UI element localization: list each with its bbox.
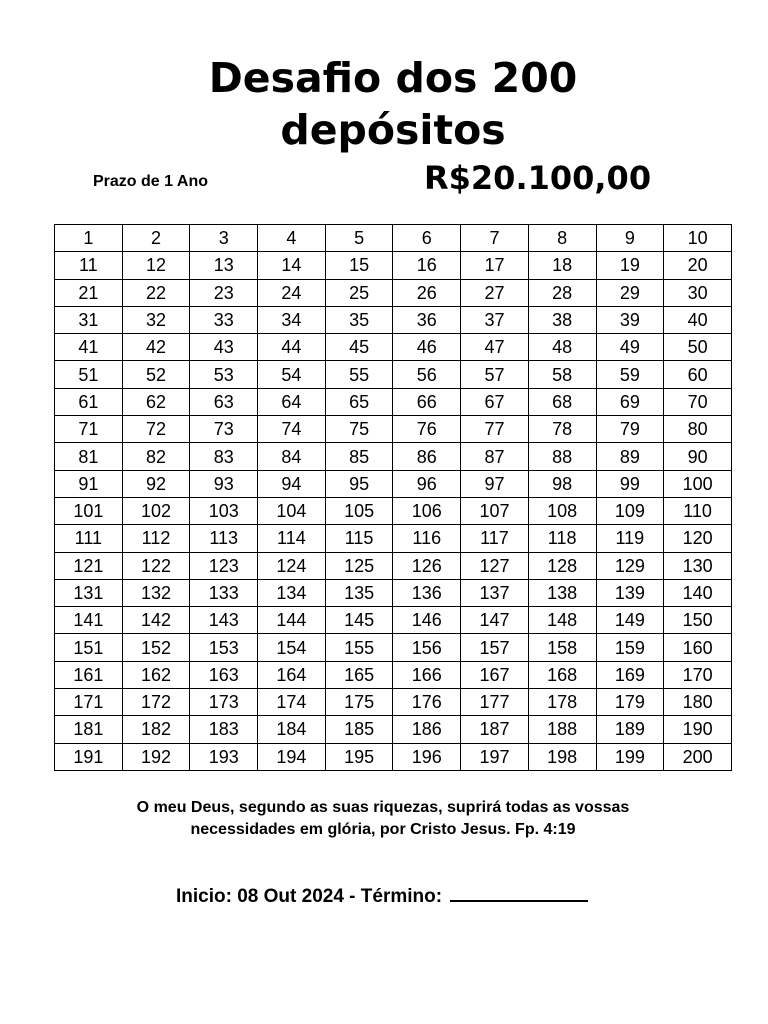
deposit-cell[interactable]: 78 [528,416,596,443]
dates-line [176,880,588,910]
deposit-cell[interactable]: 98 [528,470,596,497]
deposit-grid [54,224,732,771]
deposit-cell[interactable]: 40 [664,306,732,333]
deposit-cell[interactable]: 164 [258,661,326,688]
deposit-cell[interactable]: 12 [122,252,190,279]
deposit-cell[interactable]: 83 [190,443,258,470]
deposit-cell[interactable]: 61 [55,388,123,415]
deposit-cell[interactable]: 92 [122,470,190,497]
deposit-cell[interactable]: 68 [528,388,596,415]
deposit-cell[interactable]: 100 [664,470,732,497]
deposit-cell[interactable]: 187 [461,716,529,743]
deposit-cell[interactable]: 105 [325,497,393,524]
deposit-cell[interactable]: 23 [190,279,258,306]
deposit-cell[interactable]: 91 [55,470,123,497]
deposit-cell[interactable]: 186 [393,716,461,743]
grid-row [55,497,732,524]
deposit-cell[interactable]: 179 [596,689,664,716]
deposit-cell[interactable]: 118 [528,525,596,552]
deposit-cell[interactable]: 11 [55,252,123,279]
deposit-cell[interactable]: 46 [393,334,461,361]
deposit-cell[interactable]: 69 [596,388,664,415]
deposit-cell[interactable]: 81 [55,443,123,470]
deposit-cell[interactable]: 109 [596,497,664,524]
deposit-cell[interactable]: 177 [461,689,529,716]
deposit-cell[interactable]: 74 [258,416,326,443]
deposit-cell[interactable]: 155 [325,634,393,661]
deposit-cell[interactable]: 152 [122,634,190,661]
deposit-cell[interactable]: 135 [325,579,393,606]
deposit-cell[interactable]: 116 [393,525,461,552]
grid-row [55,334,732,361]
deposit-cell[interactable]: 38 [528,306,596,333]
deposit-cell[interactable]: 190 [664,716,732,743]
deposit-cell[interactable]: 147 [461,607,529,634]
deposit-cell[interactable]: 42 [122,334,190,361]
deposit-cell[interactable]: 151 [55,634,123,661]
deposit-cell[interactable]: 117 [461,525,529,552]
deposit-cell[interactable]: 16 [393,252,461,279]
deposit-cell[interactable]: 71 [55,416,123,443]
deposit-cell[interactable]: 143 [190,607,258,634]
deposit-cell[interactable]: 14 [258,252,326,279]
deposit-cell[interactable]: 126 [393,552,461,579]
deposit-cell[interactable]: 170 [664,661,732,688]
deposit-cell[interactable]: 197 [461,743,529,770]
deposit-cell[interactable]: 173 [190,689,258,716]
deposit-cell[interactable]: 149 [596,607,664,634]
deposit-cell[interactable]: 4 [258,225,326,252]
deposit-cell[interactable]: 25 [325,279,393,306]
deposit-cell[interactable]: 165 [325,661,393,688]
deposit-cell[interactable]: 107 [461,497,529,524]
deposit-cell[interactable]: 19 [596,252,664,279]
deposit-cell[interactable]: 97 [461,470,529,497]
deposit-cell[interactable]: 196 [393,743,461,770]
deposit-cell[interactable]: 89 [596,443,664,470]
grid-row [55,525,732,552]
deposit-cell[interactable]: 110 [664,497,732,524]
deposit-cell[interactable]: 35 [325,306,393,333]
deposit-cell[interactable]: 131 [55,579,123,606]
deposit-cell[interactable]: 95 [325,470,393,497]
deposit-cell[interactable]: 6 [393,225,461,252]
deposit-cell[interactable]: 159 [596,634,664,661]
deposit-cell[interactable]: 169 [596,661,664,688]
deposit-cell[interactable]: 168 [528,661,596,688]
deposit-cell[interactable]: 198 [528,743,596,770]
grid-row [55,306,732,333]
deposit-cell[interactable]: 76 [393,416,461,443]
deposit-cell[interactable]: 162 [122,661,190,688]
deposit-cell[interactable]: 70 [664,388,732,415]
deposit-cell[interactable]: 57 [461,361,529,388]
deposit-cell[interactable]: 29 [596,279,664,306]
deposit-cell[interactable]: 193 [190,743,258,770]
deposit-cell[interactable]: 67 [461,388,529,415]
deposit-cell[interactable]: 120 [664,525,732,552]
deposit-cell[interactable]: 66 [393,388,461,415]
deposit-cell[interactable]: 53 [190,361,258,388]
deposit-cell[interactable]: 189 [596,716,664,743]
deposit-cell[interactable]: 133 [190,579,258,606]
deposit-cell[interactable]: 72 [122,416,190,443]
deposit-cell[interactable]: 180 [664,689,732,716]
deposit-cell[interactable]: 141 [55,607,123,634]
page-title [0,52,768,156]
deposit-cell[interactable]: 174 [258,689,326,716]
deposit-cell[interactable]: 140 [664,579,732,606]
deposit-cell[interactable]: 145 [325,607,393,634]
deposit-cell[interactable]: 192 [122,743,190,770]
deposit-cell[interactable]: 59 [596,361,664,388]
deposit-cell[interactable]: 5 [325,225,393,252]
deposit-cell[interactable]: 7 [461,225,529,252]
deposit-cell[interactable]: 1 [55,225,123,252]
deposit-cell[interactable]: 28 [528,279,596,306]
deposit-cell[interactable]: 54 [258,361,326,388]
deposit-cell[interactable]: 142 [122,607,190,634]
deposit-cell[interactable]: 3 [190,225,258,252]
deposit-cell[interactable]: 18 [528,252,596,279]
deposit-cell[interactable]: 60 [664,361,732,388]
deposit-cell[interactable]: 102 [122,497,190,524]
deposit-cell[interactable]: 132 [122,579,190,606]
deposit-cell[interactable]: 31 [55,306,123,333]
deposit-cell[interactable]: 64 [258,388,326,415]
deposit-cell[interactable]: 129 [596,552,664,579]
grid-row [55,252,732,279]
deposit-cell[interactable]: 88 [528,443,596,470]
grid-row [55,416,732,443]
deposit-cell[interactable]: 79 [596,416,664,443]
grid-row [55,579,732,606]
deposit-cell[interactable]: 195 [325,743,393,770]
grid-row [55,689,732,716]
deposit-cell[interactable]: 154 [258,634,326,661]
deposit-cell[interactable]: 161 [55,661,123,688]
deposit-cell[interactable]: 113 [190,525,258,552]
bible-verse [0,797,766,841]
deposit-cell[interactable]: 47 [461,334,529,361]
deposit-cell[interactable]: 128 [528,552,596,579]
deposit-cell[interactable]: 56 [393,361,461,388]
deposit-cell[interactable]: 150 [664,607,732,634]
grid-row [55,225,732,252]
deposit-cell[interactable]: 172 [122,689,190,716]
verse-line-2: necessidades em glória, por Cristo Jesus. Fp. 4:19 [190,821,576,838]
deposit-cell[interactable]: 75 [325,416,393,443]
deposit-cell[interactable]: 82 [122,443,190,470]
deposit-cell[interactable]: 158 [528,634,596,661]
grid-row [55,607,732,634]
deposit-cell[interactable]: 178 [528,689,596,716]
deposit-cell[interactable]: 130 [664,552,732,579]
deposit-cell[interactable]: 122 [122,552,190,579]
deposit-cell[interactable]: 96 [393,470,461,497]
deposit-cell[interactable]: 26 [393,279,461,306]
grid-row [55,552,732,579]
deposit-cell[interactable]: 93 [190,470,258,497]
deposit-cell[interactable]: 194 [258,743,326,770]
grid-row [55,743,732,770]
deposit-cell[interactable]: 80 [664,416,732,443]
grid-row [55,388,732,415]
deposit-cell[interactable]: 10 [664,225,732,252]
deposit-cell[interactable]: 63 [190,388,258,415]
grid-row [55,716,732,743]
deposit-cell[interactable]: 30 [664,279,732,306]
deposit-cell[interactable]: 111 [55,525,123,552]
deposit-cell[interactable]: 33 [190,306,258,333]
deposit-cell[interactable]: 50 [664,334,732,361]
start-end-label: Inicio: 08 Out 2024 - Término: [176,886,443,907]
deposit-cell[interactable]: 27 [461,279,529,306]
deposit-cell[interactable]: 15 [325,252,393,279]
deposit-cell[interactable]: 183 [190,716,258,743]
deposit-cell[interactable]: 84 [258,443,326,470]
deposit-cell[interactable]: 58 [528,361,596,388]
deposit-cell[interactable]: 114 [258,525,326,552]
deposit-cell[interactable]: 13 [190,252,258,279]
deposit-cell[interactable]: 112 [122,525,190,552]
end-date-blank[interactable] [450,880,588,902]
grid-row [55,279,732,306]
deposit-cell[interactable]: 199 [596,743,664,770]
deposit-cell[interactable]: 39 [596,306,664,333]
deposit-cell[interactable]: 8 [528,225,596,252]
deposit-cell[interactable]: 121 [55,552,123,579]
deposit-cell[interactable]: 43 [190,334,258,361]
deposit-cell[interactable]: 125 [325,552,393,579]
deposit-cell[interactable]: 48 [528,334,596,361]
deposit-cell[interactable]: 185 [325,716,393,743]
deposit-cell[interactable]: 44 [258,334,326,361]
deposit-cell[interactable]: 90 [664,443,732,470]
deposit-cell[interactable]: 49 [596,334,664,361]
deposit-cell[interactable]: 175 [325,689,393,716]
deposit-cell[interactable]: 17 [461,252,529,279]
deposit-cell[interactable]: 184 [258,716,326,743]
deposit-cell[interactable]: 160 [664,634,732,661]
deposit-cell[interactable]: 41 [55,334,123,361]
deposit-cell[interactable]: 163 [190,661,258,688]
deposit-cell[interactable]: 77 [461,416,529,443]
deposit-cell[interactable]: 157 [461,634,529,661]
deposit-cell[interactable]: 32 [122,306,190,333]
deposit-cell[interactable]: 24 [258,279,326,306]
deposit-cell[interactable]: 101 [55,497,123,524]
deposit-cell[interactable]: 21 [55,279,123,306]
deposit-cell[interactable]: 171 [55,689,123,716]
deposit-cell[interactable]: 139 [596,579,664,606]
deposit-cell[interactable]: 104 [258,497,326,524]
verse-line-1: O meu Deus, segundo as suas riquezas, suprirá todas as vossas [136,799,630,816]
deposit-grid-body [55,225,732,771]
deposit-cell[interactable]: 62 [122,388,190,415]
deposit-cell[interactable]: 55 [325,361,393,388]
deposit-cell[interactable]: 191 [55,743,123,770]
deposit-cell[interactable]: 156 [393,634,461,661]
deposit-cell[interactable]: 22 [122,279,190,306]
deposit-cell[interactable]: 106 [393,497,461,524]
deposit-cell[interactable]: 127 [461,552,529,579]
deposit-cell[interactable]: 148 [528,607,596,634]
deposit-cell[interactable]: 182 [122,716,190,743]
term-label: Prazo de 1 Ano [93,173,208,190]
deposit-cell[interactable]: 153 [190,634,258,661]
total-amount: R$20.100,00 [424,159,652,197]
deposit-cell[interactable]: 188 [528,716,596,743]
deposit-cell[interactable]: 181 [55,716,123,743]
deposit-cell[interactable]: 2 [122,225,190,252]
deposit-cell[interactable]: 124 [258,552,326,579]
deposit-cell[interactable]: 119 [596,525,664,552]
deposit-cell[interactable]: 167 [461,661,529,688]
grid-row [55,661,732,688]
deposit-cell[interactable]: 20 [664,252,732,279]
deposit-cell[interactable]: 37 [461,306,529,333]
deposit-cell[interactable]: 94 [258,470,326,497]
deposit-cell[interactable]: 9 [596,225,664,252]
deposit-cell[interactable]: 134 [258,579,326,606]
deposit-cell[interactable]: 103 [190,497,258,524]
deposit-cell[interactable]: 108 [528,497,596,524]
deposit-cell[interactable]: 45 [325,334,393,361]
deposit-cell[interactable]: 65 [325,388,393,415]
grid-row [55,634,732,661]
deposit-cell[interactable]: 123 [190,552,258,579]
deposit-cell[interactable]: 144 [258,607,326,634]
deposit-cell[interactable]: 138 [528,579,596,606]
deposit-cell[interactable]: 200 [664,743,732,770]
deposit-cell[interactable]: 51 [55,361,123,388]
deposit-cell[interactable]: 85 [325,443,393,470]
deposit-cell[interactable]: 86 [393,443,461,470]
deposit-cell[interactable]: 115 [325,525,393,552]
deposit-cell[interactable]: 36 [393,306,461,333]
grid-row [55,361,732,388]
deposit-cell[interactable]: 34 [258,306,326,333]
deposit-cell[interactable]: 146 [393,607,461,634]
title-line-2: depósitos [280,106,506,154]
deposit-cell[interactable]: 176 [393,689,461,716]
deposit-cell[interactable]: 52 [122,361,190,388]
deposit-cell[interactable]: 73 [190,416,258,443]
deposit-cell[interactable]: 99 [596,470,664,497]
title-line-1: Desafio dos 200 [208,54,578,102]
deposit-cell[interactable]: 166 [393,661,461,688]
grid-row [55,443,732,470]
deposit-cell[interactable]: 136 [393,579,461,606]
grid-row [55,470,732,497]
deposit-cell[interactable]: 87 [461,443,529,470]
deposit-cell[interactable]: 137 [461,579,529,606]
